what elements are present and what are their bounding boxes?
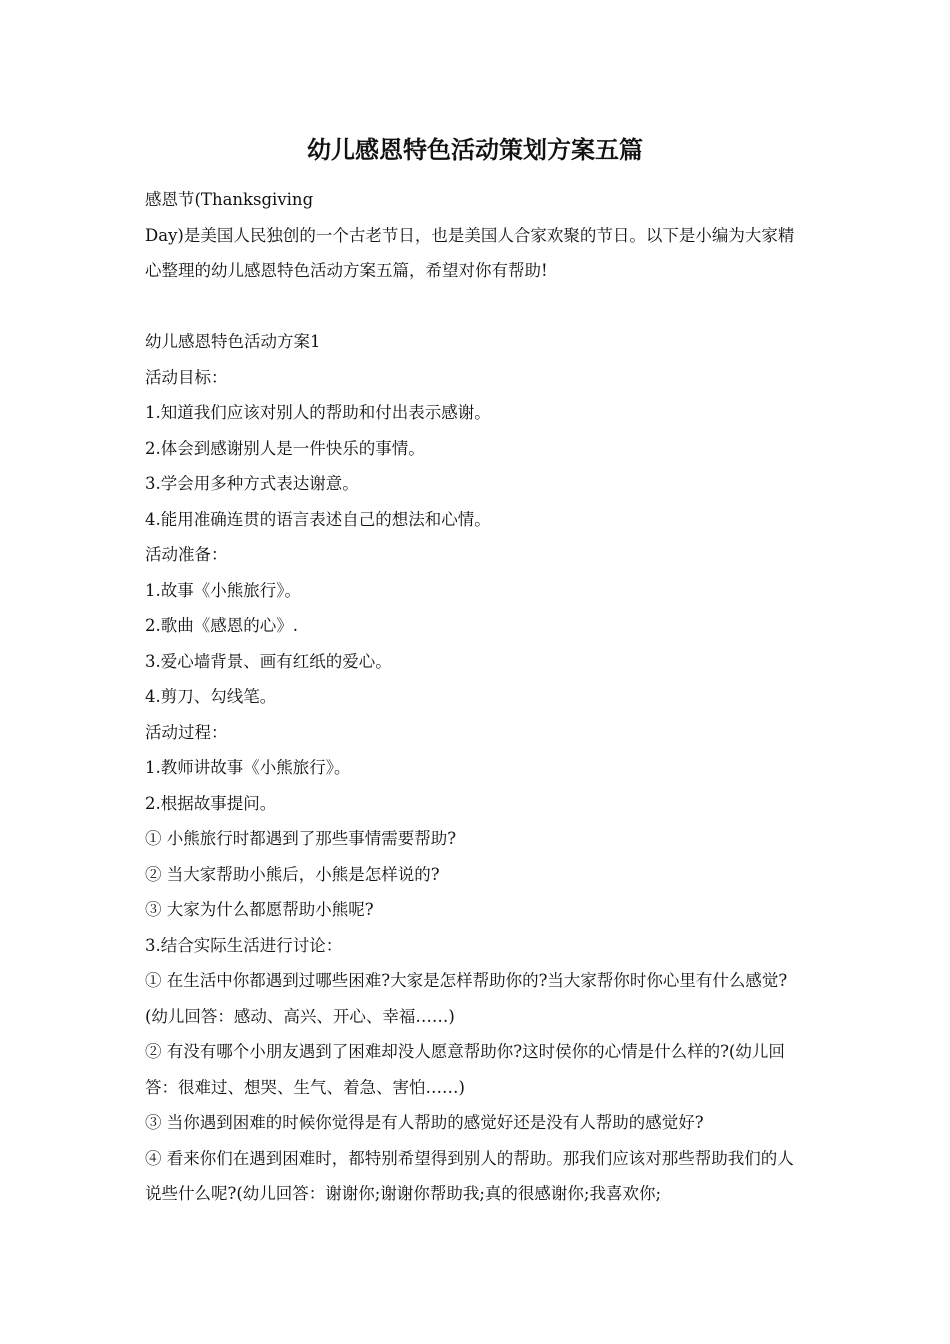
intro-line-1: 感恩节(Thanksgiving xyxy=(145,190,314,209)
prep-label: 活动准备： xyxy=(145,545,228,564)
process-label: 活动过程： xyxy=(145,722,228,742)
intro-line-2: Day)是美国人民独创的一个古老节日，也是美国人合家欢聚的节日。以下是小编为大家精心整理的幼儿感恩特色活动方案五篇，希望对你有帮助! xyxy=(145,225,795,280)
process-item: 2.根据故事提问。 xyxy=(145,793,277,813)
process-item: ③ 当你遇到困难的时候你觉得是有人帮助的感觉好还是没有人帮助的感觉好? xyxy=(145,1113,704,1132)
process-item: ① 在生活中你都遇到过哪些困难?大家是怎样帮助你的?当大家帮你时你心里有什么感觉?(幼儿回答：感动、高兴、开心、幸福……) xyxy=(145,971,788,1026)
goal-item: 3.学会用多种方式表达谢意。 xyxy=(145,474,359,493)
process-item: 1.教师讲故事《小熊旅行》。 xyxy=(145,758,351,777)
process-item: ① 小熊旅行时都遇到了那些事情需要帮助? xyxy=(145,829,457,848)
prep-item: 2.歌曲《感恩的心》. xyxy=(145,616,298,635)
document-title: 幼儿感恩特色活动策划方案五篇 xyxy=(307,135,643,164)
goal-item: 1.知道我们应该对别人的帮助和付出表示感谢。 xyxy=(145,403,491,422)
document-body xyxy=(145,182,810,1212)
goals-label: 活动目标： xyxy=(145,367,228,387)
process-item: ② 有没有哪个小朋友遇到了困难却没人愿意帮助你?这时侯你的心情是什么样的?(幼儿回答：很难过、想哭、生气、着急、害怕……) xyxy=(145,1042,785,1097)
process-item: ② 当大家帮助小熊后，小熊是怎样说的? xyxy=(145,864,440,884)
goal-item: 4.能用准确连贯的语言表述自己的想法和心情。 xyxy=(145,509,491,529)
goal-item: 2.体会到感谢别人是一件快乐的事情。 xyxy=(145,438,425,458)
section-heading: 幼儿感恩特色活动方案1 xyxy=(145,332,321,351)
prep-item: 3.爱心墙背景、画有红纸的爱心。 xyxy=(145,651,392,671)
prep-item: 1.故事《小熊旅行》。 xyxy=(145,580,301,600)
prep-item: 4.剪刀、勾线笔。 xyxy=(145,687,277,706)
process-item: ③ 大家为什么都愿帮助小熊呢? xyxy=(145,900,374,919)
paragraph-gap xyxy=(145,289,810,325)
process-item: ④ 看来你们在遇到困难时，都特别希望得到别人的帮助。那我们应该对那些帮助我们的人说些什么呢?(幼儿回答：谢谢你;谢谢你帮助我;真的很感谢你;我喜欢你; xyxy=(145,1148,794,1203)
process-item: 3.结合实际生活进行讨论： xyxy=(145,935,343,955)
